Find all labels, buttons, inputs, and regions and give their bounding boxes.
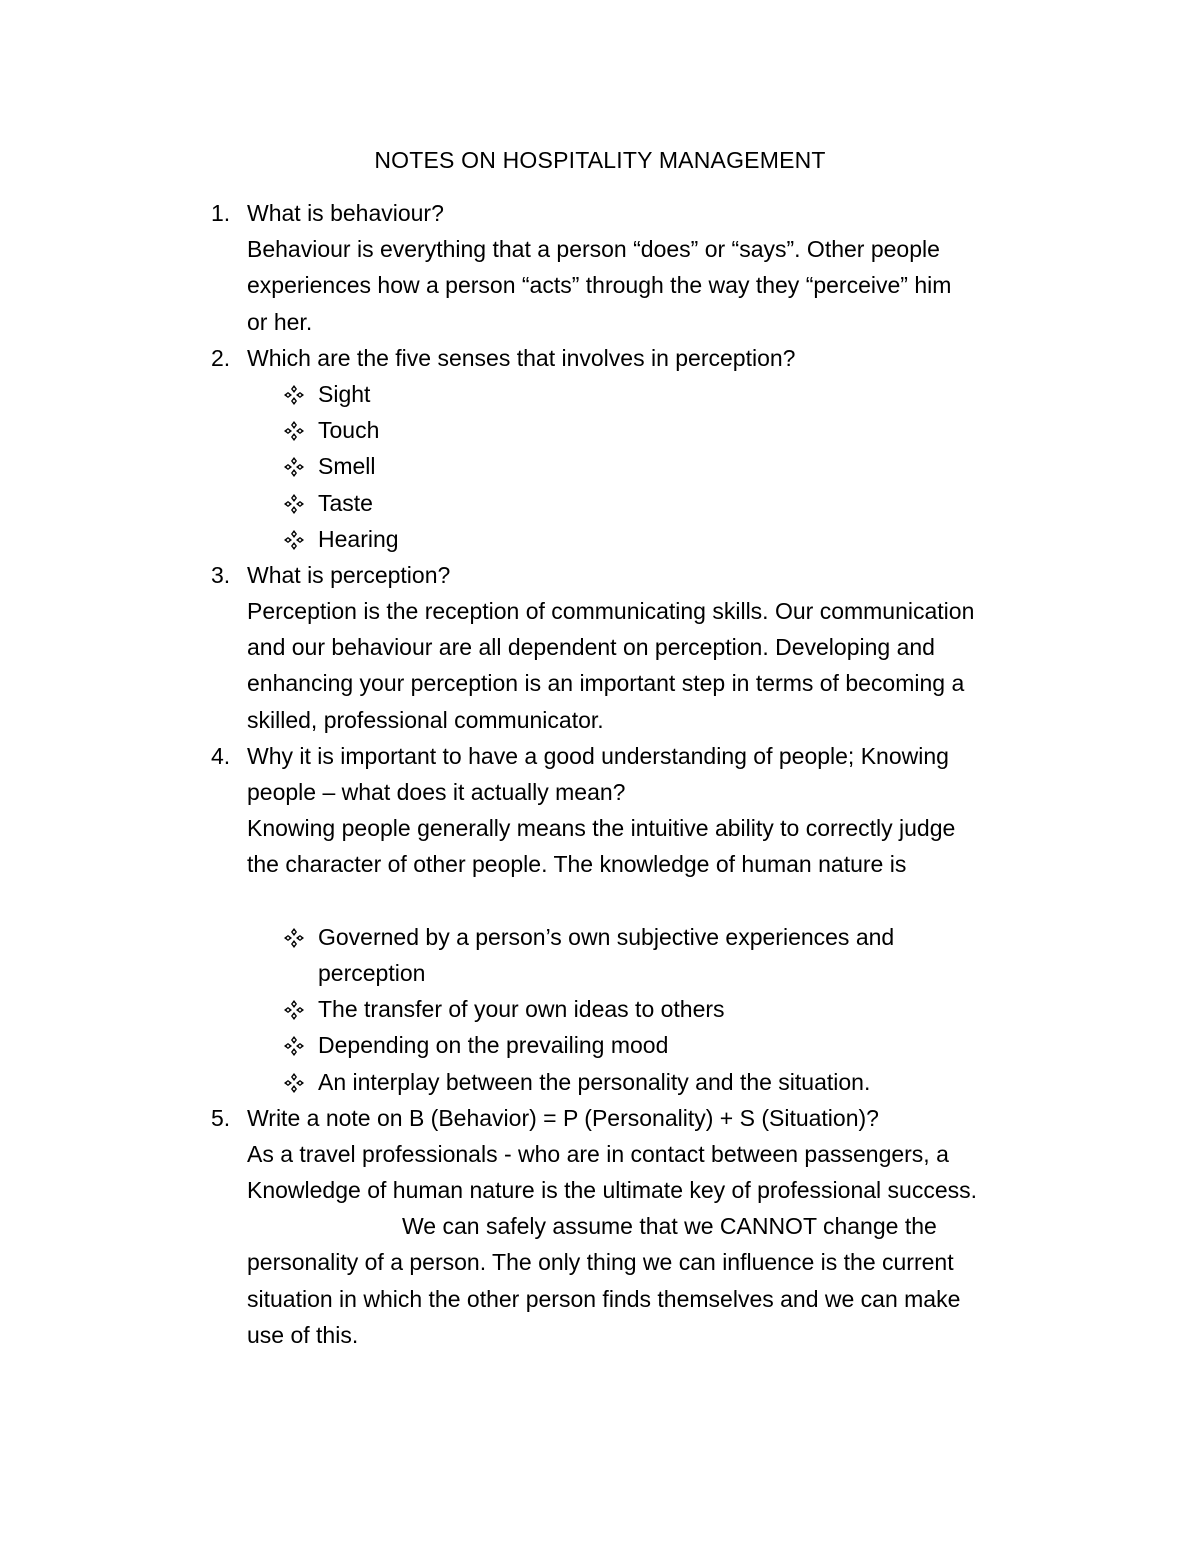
answer-line: experiences how a person “acts” through the way they “perceive” him: [247, 272, 952, 299]
list-item-text: Depending on the prevailing mood: [318, 1032, 669, 1059]
question-number: 3.: [211, 561, 231, 588]
answer-line: enhancing your perception is an important step in terms of becoming a: [247, 670, 965, 697]
answer-5: [247, 1136, 1062, 1353]
list-item: [0, 919, 978, 991]
answer-line: Knowing people generally means the intuitive ability to correctly judge: [247, 815, 956, 842]
answer-1: [247, 231, 1062, 340]
question-number: 2.: [211, 344, 231, 371]
list-item: [0, 1064, 978, 1100]
answer-line: We can safely assume that we CANNOT change the: [402, 1213, 937, 1240]
answer-line: or her.: [247, 308, 313, 335]
diamond-bullet-icon: [283, 529, 305, 551]
answer-line: Knowledge of human nature is the ultimate key of professional success.: [247, 1177, 978, 1204]
question-text: Which are the five senses that involves in perception?: [247, 344, 796, 371]
question-4-continued: [247, 774, 1062, 810]
question-text: people – what does it actually mean?: [247, 779, 626, 805]
list-item-text: An interplay between the personality and the situation.: [318, 1068, 871, 1095]
question-number: 5.: [211, 1104, 231, 1131]
question-number: 4.: [211, 742, 231, 769]
question-text: Why it is important to have a good understanding of people; Knowing: [247, 742, 949, 769]
diamond-bullet-icon: [283, 456, 305, 478]
list-item: [0, 991, 978, 1027]
blank-line: [0, 883, 1200, 919]
diamond-bullet-icon: [283, 420, 305, 442]
answer-line: Behaviour is everything that a person “does” or “says”. Other people: [247, 236, 940, 263]
diamond-bullet-icon: [283, 493, 305, 515]
human-nature-list: [0, 919, 1200, 1100]
answer-line: Perception is the reception of communicating skills. Our communication: [247, 598, 975, 625]
list-item: [0, 485, 978, 521]
diamond-bullet-icon: [283, 384, 305, 406]
list-item: [0, 448, 978, 484]
answer-line: and our behaviour are all dependent on perception. Developing and: [247, 634, 935, 661]
list-item: [0, 521, 978, 557]
question-5: [0, 1100, 1200, 1136]
answer-line: skilled, professional communicator.: [247, 706, 604, 733]
list-item: [0, 412, 978, 448]
document-title: NOTES ON HOSPITALITY MANAGEMENT: [374, 147, 826, 173]
diamond-bullet-icon: [283, 999, 305, 1021]
answer-line: As a travel professionals - who are in contact between passengers, a: [247, 1140, 949, 1167]
question-text: Write a note on B (Behavior) = P (Personality) + S (Situation)?: [247, 1104, 879, 1131]
list-item-text: perception: [318, 959, 426, 986]
question-4: [0, 738, 1200, 774]
list-item-text: Smell: [318, 453, 376, 480]
list-item-text: Touch: [318, 417, 380, 444]
senses-list: [0, 376, 1200, 557]
question-3: [0, 557, 1200, 593]
question-2: [0, 340, 1200, 376]
list-item: [0, 376, 978, 412]
answer-3: [247, 593, 1062, 738]
answer-line: use of this.: [247, 1321, 359, 1348]
question-number: 1.: [211, 200, 231, 226]
list-item-text: Taste: [318, 489, 373, 516]
list-item-text: Governed by a person’s own subjective experiences and: [318, 923, 895, 950]
answer-line: the character of other people. The knowledge of human nature is: [247, 851, 907, 878]
diamond-bullet-icon: [283, 1072, 305, 1094]
answer-line: personality of a person. The only thing we can influence is the current: [247, 1249, 954, 1276]
list-item-text: The transfer of your own ideas to others: [318, 996, 725, 1023]
answer-line: situation in which the other person finds themselves and we can make: [247, 1285, 961, 1312]
question-text: What is behaviour?: [247, 200, 444, 226]
list-item: [0, 1027, 978, 1063]
question-text: What is perception?: [247, 561, 451, 588]
diamond-bullet-icon: [283, 927, 305, 949]
answer-4: [247, 810, 1062, 882]
document-body: [0, 195, 1200, 1353]
list-item-text: Sight: [318, 380, 371, 407]
diamond-bullet-icon: [283, 1035, 305, 1057]
question-1: [0, 195, 1200, 231]
list-item-text: Hearing: [318, 525, 399, 552]
